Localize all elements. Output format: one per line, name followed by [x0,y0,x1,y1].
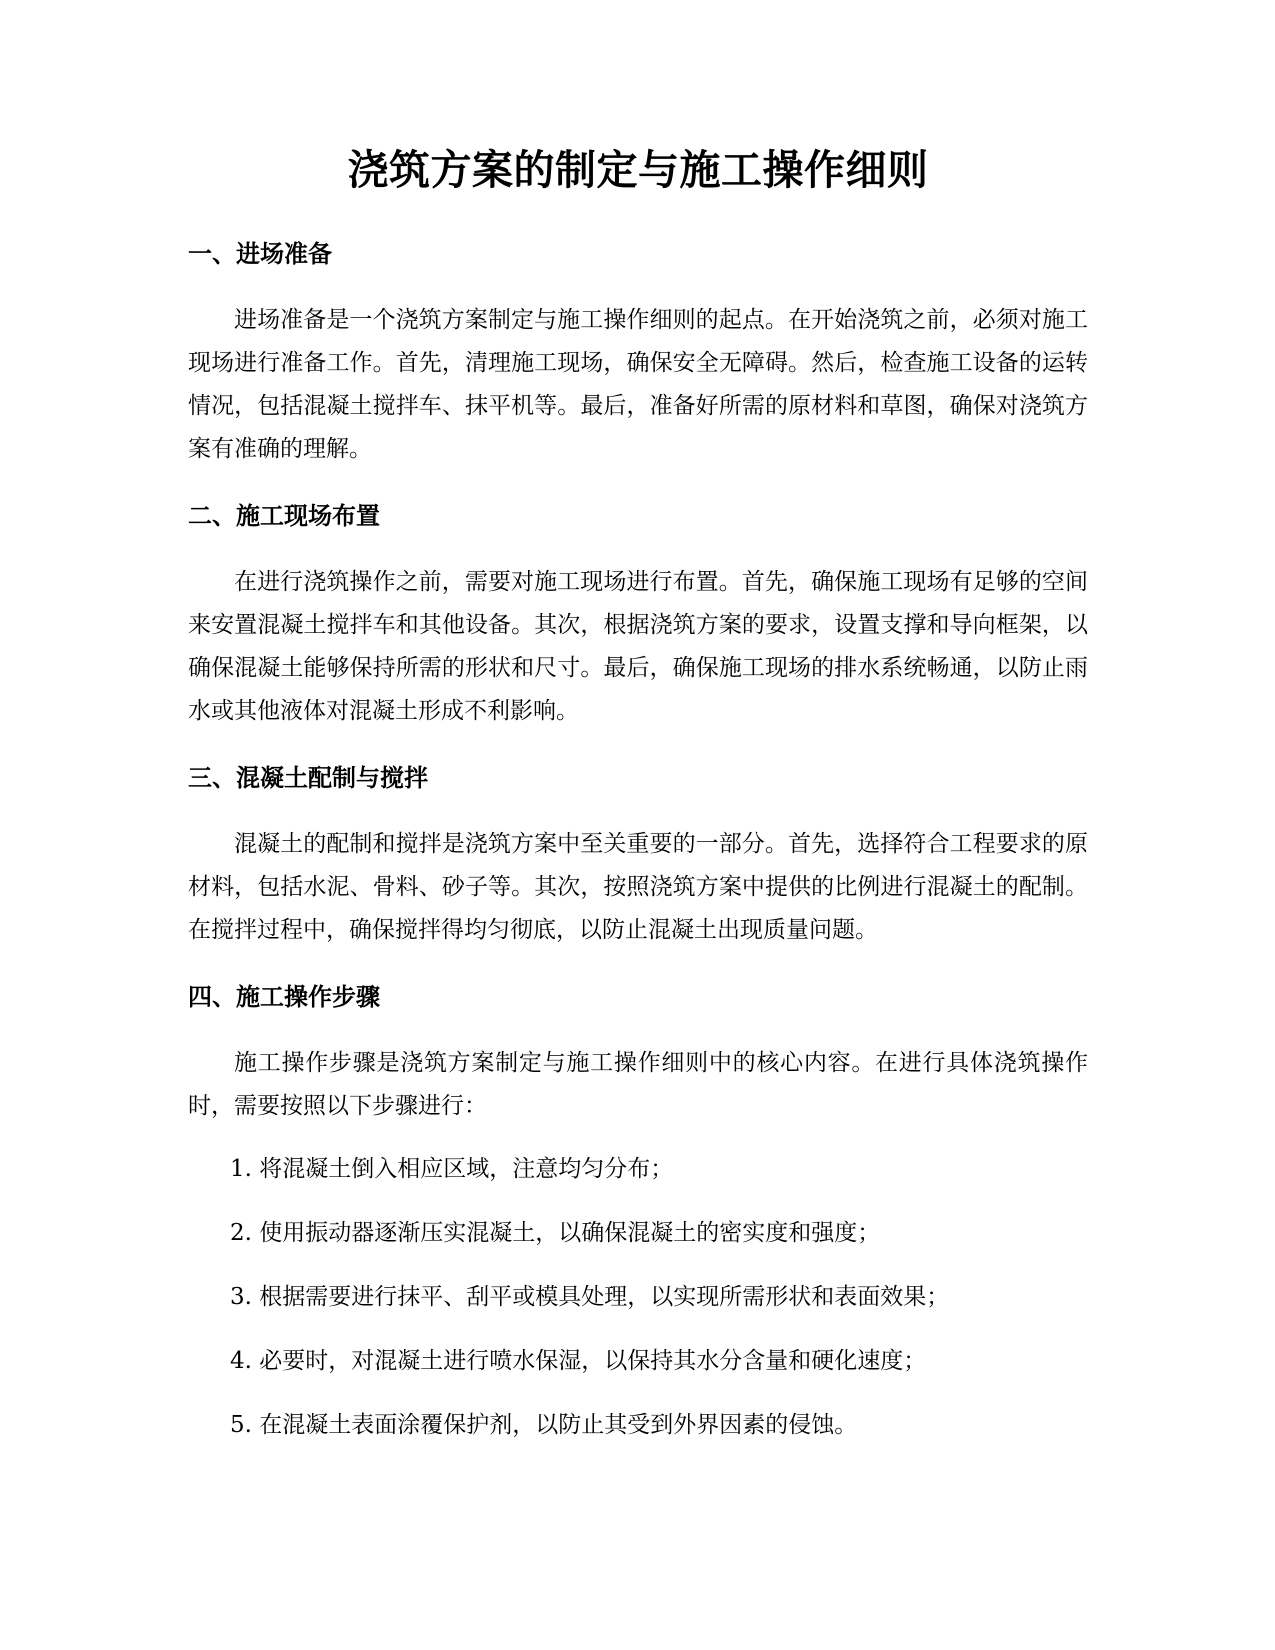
step-item: 2. 使用振动器逐渐压实混凝土，以确保混凝土的密实度和强度； [230,1220,881,1246]
section-heading: 四、施工操作步骤 [188,983,380,1011]
document-title: 浇筑方案的制定与施工操作细则 [347,146,929,194]
section-concrete-mixing [188,758,1088,952]
section-heading: 二、施工现场布置 [188,502,380,530]
step-item: 1. 将混凝土倒入相应区域，注意均匀分布； [230,1156,674,1182]
step-item: 5. 在混凝土表面涂覆保护剂，以防止其受到外界因素的侵蚀。 [230,1412,858,1438]
step-item: 4. 必要时，对混凝土进行喷水保湿，以保持其水分含量和硬化速度； [230,1348,927,1374]
section-operation-steps [188,977,1088,1447]
section-paragraph: 混凝土的配制和搅拌是浇筑方案中至关重要的一部分。首先，选择符合工程要求的原材料，包括水泥、骨料、砂子等。其次，按照浇筑方案中提供的比例进行混凝土的配制。在搅拌过程中，确保搅拌得均匀彻底，以防止混凝土出现质量问题。 [188,831,1088,943]
step-item: 3. 根据需要进行抹平、刮平或模具处理，以实现所需形状和表面效果； [230,1284,950,1310]
section-entry-preparation [188,234,1088,471]
section-heading: 一、进场准备 [188,240,332,268]
document-content [188,140,1088,1447]
section-site-layout [188,496,1088,733]
section-paragraph: 进场准备是一个浇筑方案制定与施工操作细则的起点。在开始浇筑之前，必须对施工现场进行准备工作。首先，清理施工现场，确保安全无障碍。然后，检查施工设备的运转情况，包括混凝土搅拌车、抹平机等。最后，准备好所需的原材料和草图，确保对浇筑方案有准确的理解。 [188,307,1088,462]
section-heading: 三、混凝土配制与搅拌 [188,764,428,792]
steps-list [188,1148,1088,1447]
section-paragraph: 施工操作步骤是浇筑方案制定与施工操作细则中的核心内容。在进行具体浇筑操作时，需要按照以下步骤进行： [188,1050,1088,1119]
section-paragraph: 在进行浇筑操作之前，需要对施工现场进行布置。首先，确保施工现场有足够的空间来安置混凝土搅拌车和其他设备。其次，根据浇筑方案的要求，设置支撑和导向框架，以确保混凝土能够保持所需的形状和尺寸。最后，确保施工现场的排水系统畅通，以防止雨水或其他液体对混凝土形成不利影响。 [188,569,1088,724]
